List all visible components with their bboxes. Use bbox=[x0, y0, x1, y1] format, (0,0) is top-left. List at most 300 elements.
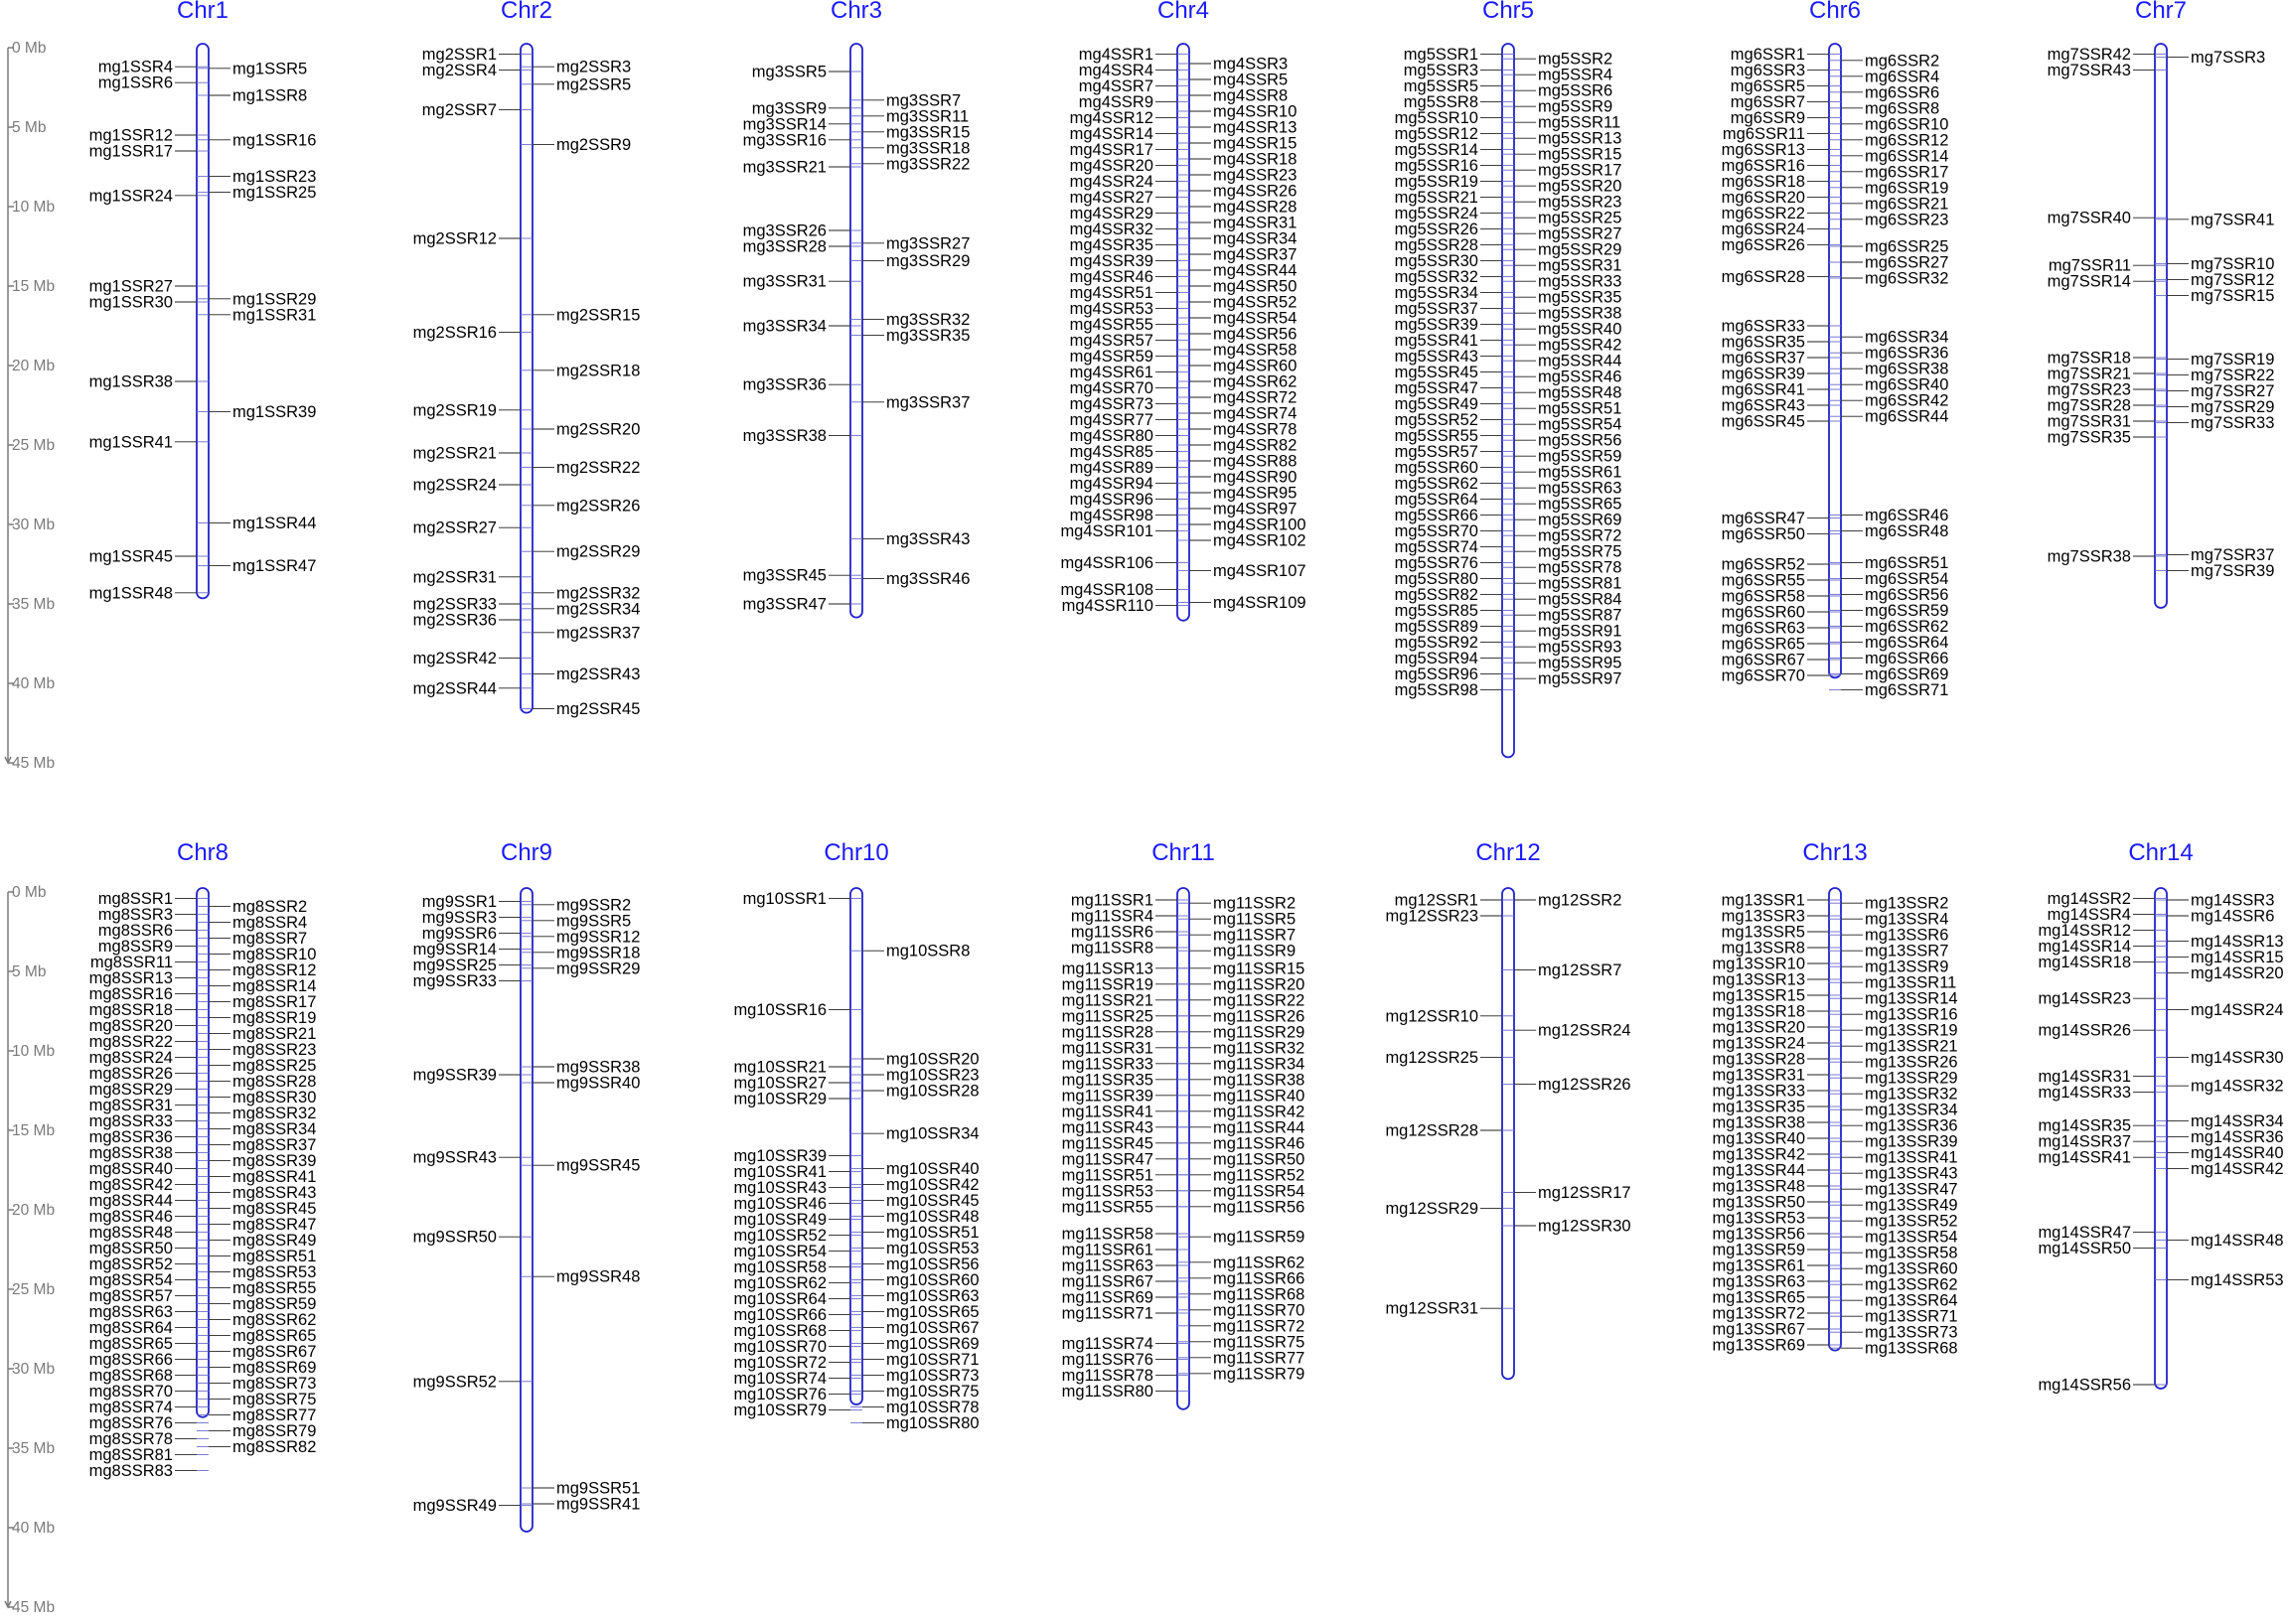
ssr-marker-label: mg5SSR84 bbox=[1538, 590, 1622, 609]
ssr-marker-label: mg10SSR34 bbox=[886, 1124, 980, 1143]
ssr-marker-label: mg6SSR8 bbox=[1865, 99, 1940, 118]
ssr-marker-label: mg8SSR13 bbox=[88, 968, 173, 987]
ssr-marker-label: mg3SSR45 bbox=[742, 566, 827, 585]
chromosome-body bbox=[850, 44, 862, 618]
ssr-marker-label: mg8SSR17 bbox=[232, 992, 317, 1011]
ssr-marker-label: mg4SSR77 bbox=[1069, 410, 1153, 429]
ssr-marker-label: mg4SSR29 bbox=[1069, 204, 1153, 222]
ssr-marker-label: mg13SSR14 bbox=[1865, 989, 1958, 1008]
ssr-marker-label: mg7SSR3 bbox=[2191, 49, 2266, 68]
ssr-marker-label: mg13SSR39 bbox=[1865, 1132, 1958, 1151]
ssr-marker-label: mg11SSR78 bbox=[1061, 1366, 1153, 1385]
ssr-marker-label: mg8SSR30 bbox=[232, 1088, 317, 1107]
ssr-marker-label: mg10SSR40 bbox=[886, 1159, 980, 1178]
ssr-marker-label: mg4SSR80 bbox=[1069, 426, 1153, 445]
ssr-marker-label: mg11SSR63 bbox=[1061, 1256, 1153, 1275]
ssr-marker-label: mg6SSR2 bbox=[1865, 52, 1940, 71]
ssr-marker-label: mg11SSR32 bbox=[1213, 1039, 1305, 1058]
ssr-marker-label: mg5SSR30 bbox=[1394, 251, 1478, 270]
ssr-marker-label: mg10SSR51 bbox=[886, 1223, 980, 1242]
ssr-marker-label: mg11SSR75 bbox=[1213, 1333, 1305, 1352]
ssr-marker-label: mg14SSR33 bbox=[2038, 1084, 2131, 1103]
ssr-marker-label: mg11SSR34 bbox=[1213, 1055, 1305, 1074]
ssr-marker-label: mg6SSR46 bbox=[1865, 506, 1949, 524]
ssr-marker-label: mg3SSR47 bbox=[742, 595, 827, 614]
axis-tick-label: 30 Mb bbox=[12, 1361, 56, 1378]
chromosome-title: Chr2 bbox=[500, 0, 553, 24]
ssr-marker-label: mg2SSR32 bbox=[556, 584, 641, 603]
ssr-marker-label: mg3SSR37 bbox=[886, 393, 971, 412]
ssr-marker-label: mg9SSR51 bbox=[556, 1479, 641, 1498]
ssr-marker-label: mg5SSR98 bbox=[1394, 680, 1478, 699]
ssr-marker-label: mg2SSR16 bbox=[412, 323, 497, 342]
ssr-marker-label: mg5SSR55 bbox=[1394, 426, 1478, 445]
chromosome-body bbox=[2155, 888, 2167, 1389]
ssr-marker-label: mg4SSR32 bbox=[1069, 220, 1153, 238]
ssr-marker-label: mg2SSR7 bbox=[421, 100, 497, 119]
ssr-marker-label: mg13SSR73 bbox=[1865, 1323, 1958, 1342]
chromosome-chr12 bbox=[1385, 839, 1630, 1379]
ssr-marker-label: mg8SSR14 bbox=[232, 976, 317, 995]
ssr-marker-label: mg8SSR83 bbox=[88, 1461, 173, 1480]
ssr-marker-label: mg13SSR13 bbox=[1712, 970, 1805, 989]
ssr-marker-label: mg13SSR53 bbox=[1712, 1209, 1805, 1228]
ssr-marker-label: mg11SSR41 bbox=[1061, 1103, 1153, 1121]
ssr-marker-label: mg13SSR24 bbox=[1712, 1034, 1805, 1053]
ssr-marker-label: mg11SSR21 bbox=[1061, 991, 1153, 1010]
ssr-marker-label: mg4SSR15 bbox=[1213, 134, 1297, 153]
chromosome-body bbox=[1829, 44, 1841, 677]
ssr-marker-label: mg9SSR25 bbox=[412, 957, 497, 975]
ssr-marker-label: mg4SSR82 bbox=[1213, 436, 1297, 455]
ssr-marker-label: mg8SSR1 bbox=[97, 889, 173, 908]
ssr-marker-label: mg2SSR22 bbox=[556, 458, 641, 477]
ssr-marker-label: mg8SSR12 bbox=[232, 960, 317, 979]
ssr-marker-label: mg5SSR80 bbox=[1394, 569, 1478, 588]
ssr-marker-label: mg5SSR89 bbox=[1394, 617, 1478, 636]
chromosome-body bbox=[521, 888, 533, 1532]
chromosome-title: Chr14 bbox=[2128, 839, 2194, 866]
ssr-marker-label: mg4SSR100 bbox=[1213, 516, 1306, 534]
ssr-marker-label: mg5SSR9 bbox=[1538, 97, 1613, 116]
ssr-marker-label: mg9SSR39 bbox=[412, 1066, 497, 1085]
ssr-marker-label: mg6SSR42 bbox=[1865, 391, 1949, 410]
axis-tick-label: 5 Mb bbox=[12, 119, 47, 136]
ssr-marker-label: mg4SSR3 bbox=[1213, 55, 1289, 74]
ssr-marker-label: mg6SSR35 bbox=[1721, 333, 1805, 352]
ssr-marker-label: mg7SSR42 bbox=[2047, 45, 2131, 64]
ssr-marker-label: mg5SSR39 bbox=[1394, 315, 1478, 334]
ssr-marker-label: mg13SSR69 bbox=[1712, 1336, 1805, 1355]
ssr-marker-label: mg11SSR38 bbox=[1213, 1071, 1305, 1090]
ssr-marker-label: mg6SSR7 bbox=[1730, 92, 1805, 111]
ssr-marker-label: mg13SSR15 bbox=[1712, 986, 1805, 1005]
ssr-marker-label: mg12SSR25 bbox=[1385, 1048, 1478, 1067]
ssr-marker-label: mg8SSR4 bbox=[232, 913, 308, 932]
ssr-marker-label: mg13SSR71 bbox=[1865, 1307, 1958, 1326]
ssr-marker-label: mg4SSR107 bbox=[1213, 561, 1306, 580]
ssr-marker-label: mg6SSR37 bbox=[1721, 349, 1805, 368]
chromosome-body bbox=[521, 44, 533, 713]
ssr-marker-label: mg8SSR70 bbox=[88, 1382, 173, 1401]
ssr-marker-label: mg7SSR40 bbox=[2047, 209, 2131, 227]
ssr-marker-label: mg13SSR29 bbox=[1865, 1069, 1958, 1088]
ssr-marker-label: mg13SSR43 bbox=[1865, 1164, 1958, 1183]
ssr-marker-label: mg13SSR67 bbox=[1712, 1320, 1805, 1339]
ssr-marker-label: mg10SSR41 bbox=[733, 1163, 827, 1182]
ssr-marker-label: mg5SSR10 bbox=[1394, 108, 1478, 127]
ssr-marker-label: mg10SSR52 bbox=[733, 1227, 827, 1246]
chromosome-body bbox=[1502, 44, 1514, 757]
ssr-marker-label: mg6SSR59 bbox=[1865, 601, 1949, 620]
ssr-marker-label: mg14SSR24 bbox=[2191, 1000, 2284, 1019]
ssr-marker-label: mg11SSR6 bbox=[1070, 923, 1153, 942]
ssr-marker-label: mg10SSR78 bbox=[886, 1398, 980, 1416]
ssr-marker-label: mg5SSR91 bbox=[1538, 622, 1622, 641]
ssr-marker-label: mg5SSR46 bbox=[1538, 368, 1622, 386]
ssr-marker-label: mg12SSR31 bbox=[1385, 1299, 1478, 1318]
chromosome-chr8 bbox=[89, 839, 317, 1480]
ssr-marker-label: mg6SSR23 bbox=[1865, 211, 1949, 229]
ssr-marker-label: mg5SSR96 bbox=[1394, 664, 1478, 683]
ssr-marker-label: mg8SSR75 bbox=[232, 1390, 317, 1408]
ssr-marker-label: mg4SSR106 bbox=[1060, 553, 1153, 572]
ssr-marker-label: mg14SSR23 bbox=[2038, 989, 2131, 1008]
ssr-marker-label: mg13SSR50 bbox=[1712, 1193, 1805, 1212]
ssr-marker-label: mg5SSR16 bbox=[1394, 156, 1478, 175]
ssr-marker-label: mg11SSR39 bbox=[1061, 1087, 1153, 1106]
ssr-marker-label: mg2SSR31 bbox=[412, 568, 497, 587]
ssr-marker-label: mg13SSR36 bbox=[1865, 1116, 1958, 1135]
ssr-marker-label: mg7SSR35 bbox=[2047, 428, 2131, 447]
ssr-marker-label: mg11SSR33 bbox=[1061, 1055, 1153, 1074]
ssr-marker-label: mg13SSR34 bbox=[1865, 1101, 1958, 1119]
ssr-marker-label: mg14SSR13 bbox=[2191, 933, 2284, 952]
ssr-marker-label: mg5SSR37 bbox=[1394, 299, 1478, 318]
chromosome-body bbox=[1177, 44, 1189, 621]
ssr-marker-label: mg1SSR29 bbox=[232, 290, 317, 309]
ssr-marker-label: mg3SSR35 bbox=[886, 327, 971, 346]
ssr-marker-label: mg7SSR11 bbox=[2048, 256, 2131, 275]
ssr-marker-label: mg6SSR38 bbox=[1865, 360, 1949, 378]
ssr-marker-label: mg4SSR31 bbox=[1213, 214, 1297, 232]
ssr-marker-label: mg2SSR45 bbox=[556, 700, 641, 719]
ssr-marker-label: mg13SSR20 bbox=[1712, 1018, 1805, 1037]
ssr-marker-label: mg4SSR62 bbox=[1213, 372, 1297, 391]
ssr-marker-label: mg10SSR20 bbox=[886, 1050, 980, 1069]
ssr-marker-label: mg8SSR41 bbox=[232, 1167, 317, 1186]
ssr-marker-label: mg1SSR41 bbox=[88, 433, 173, 452]
ssr-marker-label: mg4SSR97 bbox=[1213, 500, 1297, 518]
ssr-marker-label: mg8SSR38 bbox=[88, 1143, 173, 1162]
ssr-marker-label: mg5SSR87 bbox=[1538, 606, 1622, 625]
ssr-marker-label: mg8SSR23 bbox=[232, 1040, 317, 1059]
ssr-marker-label: mg8SSR49 bbox=[232, 1231, 317, 1250]
ssr-marker-label: mg3SSR36 bbox=[742, 375, 827, 394]
chromosome-title: Chr1 bbox=[176, 0, 229, 24]
ssr-marker-label: mg9SSR45 bbox=[556, 1156, 641, 1175]
ssr-marker-label: mg14SSR47 bbox=[2038, 1223, 2131, 1242]
ssr-marker-label: mg2SSR5 bbox=[556, 75, 632, 94]
ssr-marker-label: mg14SSR53 bbox=[2191, 1270, 2284, 1289]
ssr-marker-label: mg6SSR52 bbox=[1721, 555, 1805, 574]
ssr-marker-label: mg11SSR59 bbox=[1213, 1228, 1305, 1247]
ssr-marker-label: mg4SSR89 bbox=[1069, 458, 1153, 477]
ssr-marker-label: mg8SSR78 bbox=[88, 1429, 173, 1448]
ssr-marker-label: mg11SSR45 bbox=[1061, 1134, 1153, 1153]
ssr-marker-label: mg3SSR46 bbox=[886, 569, 971, 588]
ssr-marker-label: mg13SSR54 bbox=[1865, 1228, 1958, 1247]
chromosome-title: Chr7 bbox=[2134, 0, 2188, 24]
ssr-marker-label: mg6SSR12 bbox=[1865, 131, 1949, 150]
axis-tick-label: 0 Mb bbox=[12, 884, 47, 901]
ssr-marker-label: mg5SSR82 bbox=[1394, 585, 1478, 604]
ssr-marker-label: mg13SSR64 bbox=[1865, 1291, 1958, 1310]
ssr-marker-label: mg13SSR35 bbox=[1712, 1098, 1805, 1116]
ssr-marker-label: mg8SSR3 bbox=[97, 905, 173, 924]
ssr-marker-label: mg6SSR14 bbox=[1865, 147, 1949, 166]
axis-tick-label: 30 Mb bbox=[12, 517, 56, 533]
ssr-marker-label: mg8SSR36 bbox=[88, 1127, 173, 1146]
ssr-marker-label: mg8SSR50 bbox=[88, 1239, 173, 1257]
ssr-marker-label: mg14SSR35 bbox=[2038, 1116, 2131, 1135]
ssr-marker-label: mg11SSR50 bbox=[1213, 1150, 1305, 1169]
ssr-marker-label: mg1SSR17 bbox=[88, 142, 173, 161]
ssr-marker-label: mg6SSR26 bbox=[1721, 235, 1805, 254]
ssr-marker-label: mg11SSR62 bbox=[1213, 1254, 1305, 1272]
ssr-marker-label: mg8SSR34 bbox=[232, 1119, 317, 1138]
ssr-marker-label: mg8SSR81 bbox=[88, 1445, 173, 1464]
ssr-marker-label: mg5SSR25 bbox=[1538, 209, 1622, 227]
ssr-marker-label: mg13SSR60 bbox=[1865, 1259, 1958, 1278]
ssr-marker-label: mg6SSR71 bbox=[1865, 680, 1949, 699]
ssr-marker-label: mg8SSR25 bbox=[232, 1056, 317, 1075]
ssr-marker-label: mg8SSR82 bbox=[232, 1437, 317, 1456]
ssr-marker-label: mg8SSR9 bbox=[97, 937, 173, 956]
mb-axis bbox=[5, 884, 55, 1616]
ssr-marker-label: mg11SSR13 bbox=[1061, 960, 1153, 978]
chromosome-body bbox=[197, 44, 209, 598]
ssr-marker-label: mg8SSR64 bbox=[88, 1318, 173, 1337]
ssr-marker-label: mg5SSR69 bbox=[1538, 511, 1622, 529]
axis-tick-label: 35 Mb bbox=[12, 1440, 56, 1457]
ssr-marker-label: mg5SSR6 bbox=[1538, 81, 1613, 100]
ssr-marker-label: mg10SSR72 bbox=[733, 1354, 827, 1373]
ssr-marker-label: mg5SSR66 bbox=[1394, 506, 1478, 524]
ssr-marker-label: mg11SSR76 bbox=[1061, 1350, 1153, 1369]
ssr-marker-label: mg2SSR37 bbox=[556, 624, 641, 643]
chromosome-title: Chr13 bbox=[1802, 839, 1868, 866]
ssr-marker-label: mg13SSR47 bbox=[1865, 1180, 1958, 1199]
ssr-marker-label: mg14SSR6 bbox=[2191, 907, 2275, 926]
ssr-marker-label: mg2SSR12 bbox=[412, 229, 497, 248]
ssr-marker-label: mg2SSR43 bbox=[556, 664, 641, 683]
ssr-marker-label: mg3SSR18 bbox=[886, 139, 971, 158]
ssr-marker-label: mg4SSR55 bbox=[1069, 315, 1153, 334]
ssr-marker-label: mg3SSR7 bbox=[886, 91, 962, 110]
ssr-marker-label: mg11SSR35 bbox=[1061, 1071, 1153, 1090]
ssr-marker-label: mg7SSR37 bbox=[2191, 545, 2275, 564]
ssr-marker-label: mg5SSR85 bbox=[1394, 601, 1478, 620]
ssr-marker-label: mg10SSR73 bbox=[886, 1366, 980, 1385]
ssr-marker-label: mg11SSR71 bbox=[1061, 1304, 1153, 1323]
ssr-marker-label: mg2SSR18 bbox=[556, 362, 641, 380]
ssr-marker-label: mg13SSR8 bbox=[1721, 939, 1805, 958]
ssr-marker-label: mg10SSR69 bbox=[886, 1334, 980, 1353]
ssr-marker-label: mg11SSR69 bbox=[1061, 1288, 1153, 1307]
ssr-marker-label: mg4SSR34 bbox=[1213, 229, 1297, 248]
ssr-marker-label: mg5SSR33 bbox=[1538, 272, 1622, 291]
ssr-marker-label: mg13SSR48 bbox=[1712, 1177, 1805, 1196]
ssr-marker-label: mg13SSR28 bbox=[1712, 1050, 1805, 1069]
chromosome-title: Chr11 bbox=[1151, 839, 1215, 866]
ssr-marker-label: mg2SSR19 bbox=[412, 401, 497, 420]
ssr-marker-label: mg1SSR4 bbox=[97, 58, 173, 76]
ssr-marker-label: mg9SSR2 bbox=[556, 896, 632, 915]
ssr-marker-label: mg14SSR30 bbox=[2191, 1048, 2284, 1067]
chromosome-title: Chr5 bbox=[1481, 0, 1535, 24]
ssr-marker-label: mg2SSR20 bbox=[556, 420, 641, 439]
ssr-marker-label: mg13SSR52 bbox=[1865, 1212, 1958, 1231]
ssr-marker-label: mg6SSR9 bbox=[1730, 108, 1805, 127]
ssr-marker-label: mg5SSR92 bbox=[1394, 633, 1478, 652]
ssr-marker-label: mg7SSR41 bbox=[2191, 211, 2275, 229]
ssr-marker-label: mg14SSR41 bbox=[2038, 1148, 2131, 1167]
ssr-marker-label: mg4SSR95 bbox=[1213, 484, 1297, 503]
ssr-marker-label: mg4SSR57 bbox=[1069, 331, 1153, 350]
ssr-marker-label: mg4SSR12 bbox=[1069, 108, 1153, 127]
ssr-marker-label: mg14SSR32 bbox=[2191, 1077, 2284, 1096]
ssr-marker-label: mg4SSR10 bbox=[1213, 102, 1297, 121]
ssr-marker-label: mg8SSR43 bbox=[232, 1183, 317, 1202]
ssr-marker-label: mg10SSR70 bbox=[733, 1338, 827, 1357]
ssr-marker-label: mg13SSR1 bbox=[1721, 891, 1805, 910]
ssr-marker-label: mg14SSR31 bbox=[2038, 1068, 2131, 1087]
chromosome-title: Chr6 bbox=[1808, 0, 1862, 24]
ssr-marker-label: mg10SSR45 bbox=[886, 1191, 980, 1210]
ssr-marker-label: mg11SSR74 bbox=[1061, 1334, 1153, 1353]
axis-tick-label: 0 Mb bbox=[12, 40, 47, 57]
axis-tick-label: 25 Mb bbox=[12, 437, 56, 454]
ssr-marker-label: mg6SSR25 bbox=[1865, 237, 1949, 256]
chromosome-chr4 bbox=[1060, 0, 1305, 621]
ssr-marker-label: mg10SSR60 bbox=[886, 1270, 980, 1289]
ssr-marker-label: mg4SSR73 bbox=[1069, 394, 1153, 413]
ssr-marker-label: mg7SSR33 bbox=[2191, 414, 2275, 433]
ssr-marker-label: mg3SSR5 bbox=[751, 63, 827, 81]
ssr-marker-label: mg5SSR42 bbox=[1538, 336, 1622, 355]
chromosome-chr6 bbox=[1722, 0, 1949, 699]
ssr-marker-label: mg2SSR4 bbox=[421, 61, 497, 79]
ssr-marker-label: mg6SSR40 bbox=[1865, 375, 1949, 394]
ssr-marker-label: mg4SSR9 bbox=[1078, 92, 1153, 111]
ssr-marker-label: mg5SSR14 bbox=[1394, 140, 1478, 159]
ssr-marker-label: mg13SSR32 bbox=[1865, 1085, 1958, 1104]
ssr-marker-label: mg14SSR26 bbox=[2038, 1021, 2131, 1040]
ssr-marker-label: mg13SSR68 bbox=[1865, 1339, 1958, 1358]
axis-tick-label: 35 Mb bbox=[12, 596, 56, 613]
chromosome-chr3 bbox=[743, 0, 971, 618]
ssr-marker-label: mg13SSR7 bbox=[1865, 942, 1949, 960]
ssr-marker-label: mg3SSR31 bbox=[742, 272, 827, 291]
ssr-marker-label: mg5SSR5 bbox=[1403, 76, 1478, 95]
ssr-marker-label: mg9SSR48 bbox=[556, 1267, 641, 1286]
ssr-marker-label: mg1SSR47 bbox=[232, 557, 317, 576]
ssr-marker-label: mg11SSR2 bbox=[1213, 894, 1297, 913]
ssr-marker-label: mg10SSR76 bbox=[733, 1386, 827, 1404]
ssr-marker-label: mg8SSR29 bbox=[88, 1080, 173, 1099]
ssr-marker-label: mg3SSR34 bbox=[742, 317, 827, 336]
ssr-marker-label: mg4SSR26 bbox=[1213, 182, 1297, 201]
ssr-marker-label: mg4SSR37 bbox=[1213, 245, 1297, 264]
ssr-marker-label: mg11SSR31 bbox=[1061, 1039, 1153, 1058]
ssr-marker-label: mg8SSR62 bbox=[232, 1310, 317, 1329]
ssr-marker-label: mg4SSR14 bbox=[1069, 124, 1153, 143]
axis-tick-label: 10 Mb bbox=[12, 1043, 56, 1060]
ssr-marker-label: mg4SSR51 bbox=[1069, 283, 1153, 302]
axis-tick-label: 15 Mb bbox=[12, 278, 56, 295]
ssr-marker-label: mg10SSR54 bbox=[733, 1243, 827, 1261]
ssr-marker-label: mg8SSR63 bbox=[88, 1302, 173, 1321]
ssr-marker-label: mg10SSR39 bbox=[733, 1147, 827, 1166]
ssr-marker-label: mg8SSR52 bbox=[88, 1255, 173, 1273]
ssr-marker-label: mg7SSR23 bbox=[2047, 380, 2131, 399]
ssr-marker-label: mg2SSR34 bbox=[556, 600, 641, 619]
ssr-marker-label: mg12SSR7 bbox=[1538, 960, 1622, 979]
ssr-marker-label: mg8SSR76 bbox=[88, 1413, 173, 1432]
ssr-marker-label: mg7SSR18 bbox=[2047, 349, 2131, 368]
ssr-marker-label: mg6SSR27 bbox=[1865, 253, 1949, 272]
ssr-marker-label: mg11SSR22 bbox=[1213, 991, 1305, 1010]
ssr-marker-label: mg8SSR40 bbox=[88, 1159, 173, 1178]
ssr-marker-label: mg11SSR8 bbox=[1070, 939, 1153, 958]
ssr-marker-label: mg4SSR60 bbox=[1213, 357, 1297, 375]
ssr-marker-label: mg14SSR40 bbox=[2191, 1143, 2284, 1162]
ssr-marker-label: mg6SSR45 bbox=[1721, 412, 1805, 431]
ssr-marker-label: mg5SSR41 bbox=[1394, 331, 1478, 350]
chromosome-title: Chr4 bbox=[1156, 0, 1210, 24]
ssr-marker-label: mg12SSR2 bbox=[1538, 891, 1622, 910]
ssr-marker-label: mg13SSR58 bbox=[1865, 1244, 1958, 1262]
ssr-marker-label: mg7SSR14 bbox=[2047, 272, 2131, 291]
ssr-marker-label: mg2SSR44 bbox=[412, 679, 497, 698]
ssr-marker-label: mg6SSR58 bbox=[1721, 587, 1805, 606]
ssr-marker-label: mg2SSR9 bbox=[556, 136, 632, 155]
ssr-marker-label: mg8SSR66 bbox=[88, 1350, 173, 1369]
ssr-marker-label: mg9SSR52 bbox=[412, 1373, 497, 1392]
ssr-marker-label: mg6SSR36 bbox=[1865, 344, 1949, 363]
ssr-marker-label: mg12SSR10 bbox=[1385, 1007, 1478, 1026]
ssr-marker-label: mg8SSR32 bbox=[232, 1104, 317, 1122]
ssr-marker-label: mg1SSR27 bbox=[88, 277, 173, 296]
ssr-marker-label: mg10SSR67 bbox=[886, 1318, 980, 1337]
ssr-marker-label: mg3SSR27 bbox=[886, 234, 971, 253]
ssr-marker-label: mg10SSR46 bbox=[733, 1195, 827, 1214]
ssr-marker-label: mg14SSR48 bbox=[2191, 1231, 2284, 1250]
ssr-marker-label: mg13SSR19 bbox=[1865, 1021, 1958, 1040]
chromosome-title: Chr8 bbox=[176, 839, 229, 866]
ssr-marker-label: mg8SSR20 bbox=[88, 1016, 173, 1035]
ssr-marker-label: mg7SSR15 bbox=[2191, 287, 2275, 306]
ssr-marker-label: mg5SSR78 bbox=[1538, 558, 1622, 577]
ssr-marker-label: mg5SSR40 bbox=[1538, 320, 1622, 339]
ssr-marker-label: mg5SSR49 bbox=[1394, 394, 1478, 413]
ssr-marker-label: mg6SSR44 bbox=[1865, 407, 1949, 426]
chromosome-body bbox=[2155, 44, 2167, 608]
ssr-marker-label: mg8SSR31 bbox=[88, 1096, 173, 1114]
chromosome-chr1 bbox=[89, 0, 317, 602]
ssr-marker-label: mg5SSR4 bbox=[1538, 66, 1613, 84]
